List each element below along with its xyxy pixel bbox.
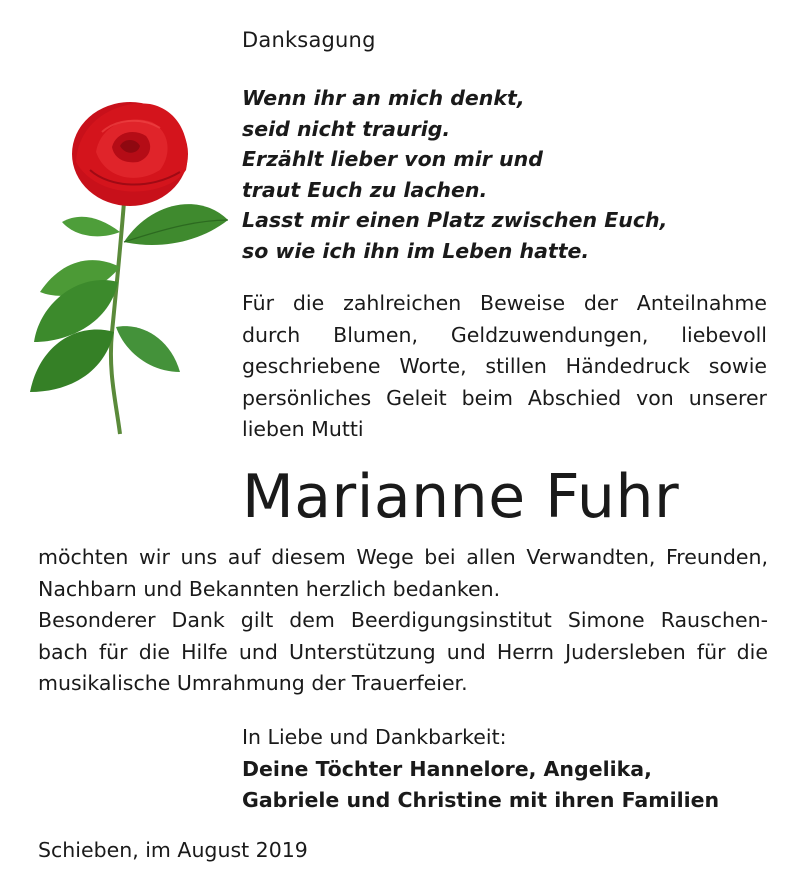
signatories-line: Gabriele und Christine mit ihren Familien (242, 788, 720, 812)
body-line: bach für die Hilfe und Unterstützung und Herrn Judersleben für die (38, 639, 768, 664)
poem (242, 83, 782, 266)
poem-line: Wenn ihr an mich denkt, (242, 86, 525, 110)
body-line: Nachbarn und Bekannten herzlich bedanken. (38, 576, 501, 601)
rose-leaf (62, 217, 120, 237)
intro-line: persönliches Geleit beim Abschied von unserer (242, 385, 767, 410)
place-date: Schieben, im August 2019 (38, 838, 308, 862)
rose-stem (111, 202, 124, 434)
poem-line: traut Euch zu lachen. (242, 177, 488, 202)
intro-text (242, 288, 767, 446)
poem-line: so wie ich ihn im Leben hatte. (242, 238, 590, 263)
body-line: möchten wir uns auf diesem Wege bei allen Verwandten, Freunden, (38, 545, 768, 569)
body-line: musikalische Umrahmung der Trauerfeier. (38, 671, 468, 695)
signatories-line: Deine Töchter Hannelore, Angelika, (242, 756, 652, 781)
body-text (38, 542, 768, 700)
intro-line: geschriebene Worte, stillen Händedruck sowie (242, 354, 767, 378)
intro-line: durch Blumen, Geldzuwendungen, liebevoll (242, 322, 767, 347)
intro-line: Für die zahlreichen Beweise der Anteilnahme (242, 291, 767, 315)
rose-leaf (116, 326, 180, 372)
poem-line: Erzählt lieber von mir und (242, 147, 543, 171)
rose-image (20, 92, 235, 437)
intro-line: lieben Mutti (242, 417, 364, 441)
closing-intro: In Liebe und Dankbarkeit: (242, 725, 507, 749)
rose-leaf (124, 204, 228, 245)
poem-line: Lasst mir einen Platz zwischen Euch, (242, 208, 668, 232)
closing-block (242, 722, 782, 817)
notice-heading: Danksagung (242, 28, 376, 52)
body-line: Besonderer Dank gilt dem Beerdigungsinstitut Simone Rauschen- (38, 608, 768, 632)
deceased-name: Marianne Fuhr (242, 462, 680, 532)
poem-line: seid nicht traurig. (242, 116, 451, 141)
